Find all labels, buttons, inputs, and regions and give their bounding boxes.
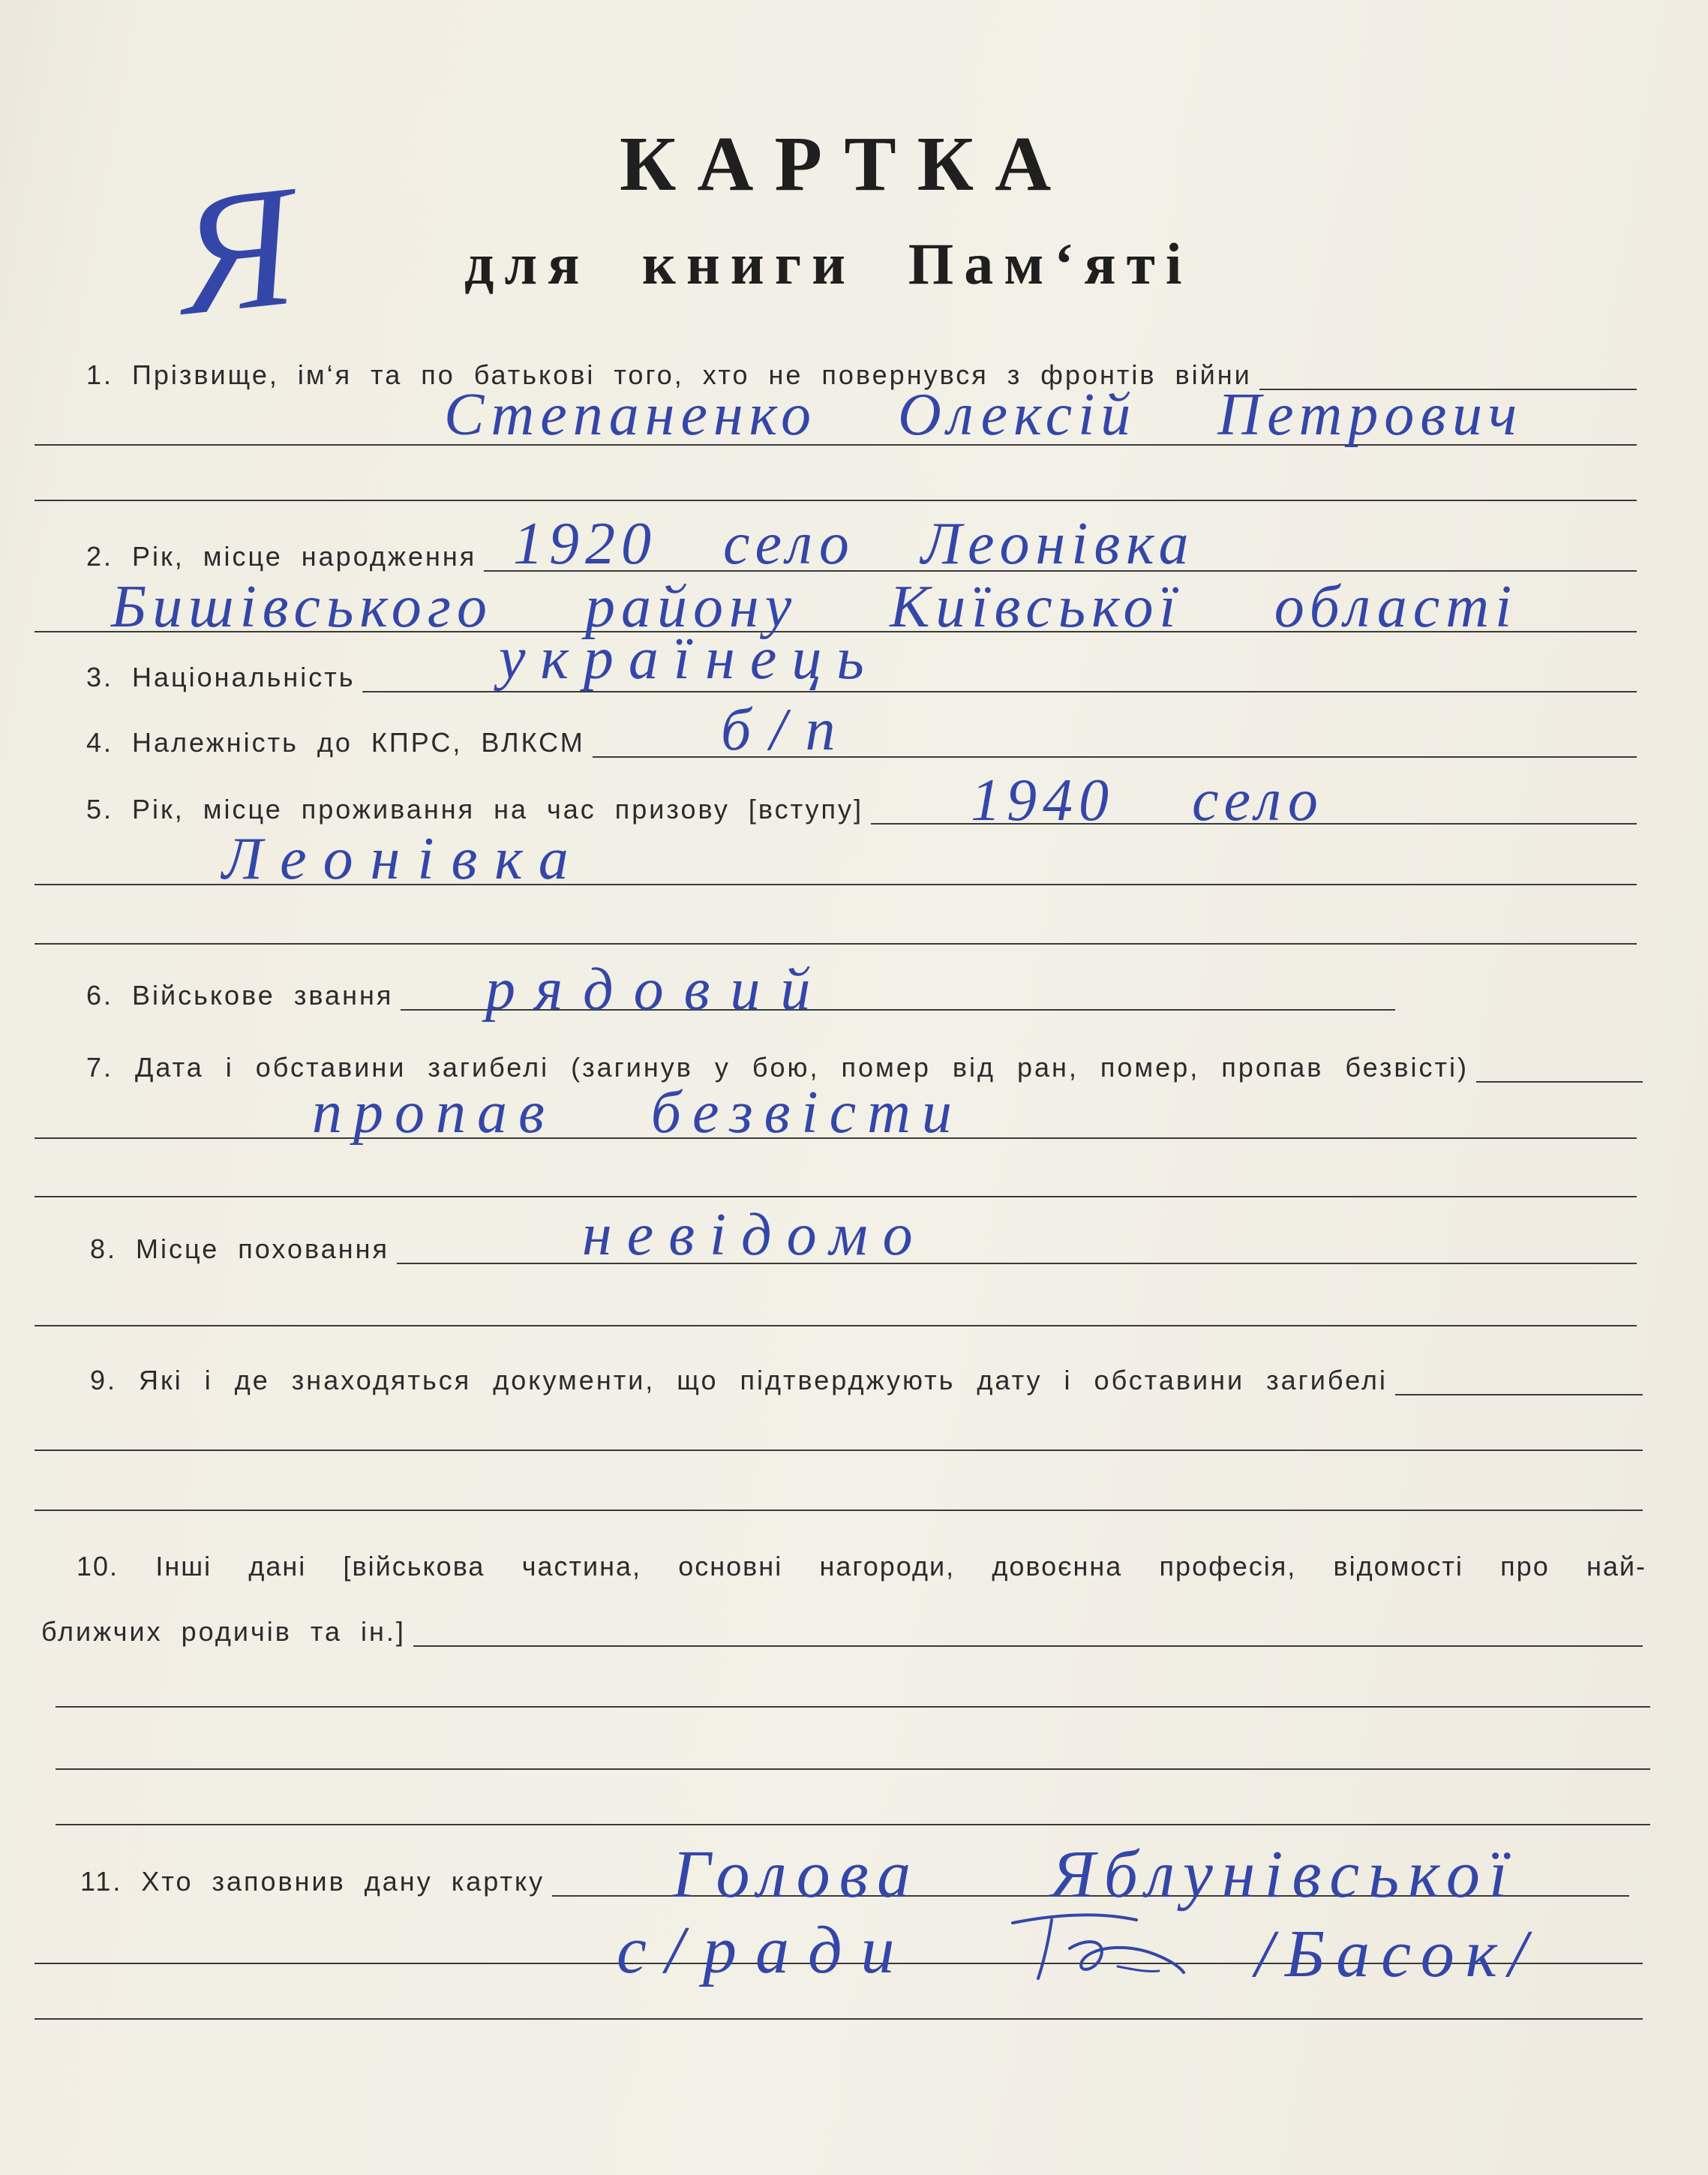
fill-line <box>56 1706 1650 1708</box>
field-label-10-line2: ближчих родичів та ін.] <box>41 1616 406 1647</box>
field-value-7: пропав безвісти <box>312 1080 963 1146</box>
field-label-9: 9. Які і де знаходяться документи, що підтверджують дату і обставини загибелі <box>90 1365 1388 1395</box>
fill-line <box>56 1824 1650 1825</box>
fill-line <box>35 1325 1637 1326</box>
field-value-5-line1: 1940 село <box>971 768 1324 834</box>
fill-line <box>1476 1054 1643 1083</box>
field-label-7: 7. Дата і обставини загибелі (загинув у бою, помер від ран, помер, пропав безвісті) <box>86 1052 1469 1083</box>
fill-line <box>35 500 1637 501</box>
field-label-6: 6. Військове звання <box>86 980 394 1011</box>
field-value-2-line2: Бишівського району Київської області <box>111 574 1518 640</box>
field-label-10-line1: 10. Інші дані [військова частина, основні нагороди, довоєнна професія, відомості про най- <box>77 1551 1646 1582</box>
field-value-6: рядовий <box>485 957 831 1023</box>
field-row-7 <box>86 1054 1643 1083</box>
field-label-11: 11. Хто заповнив дану картку <box>80 1866 545 1897</box>
field-value-11-surname: /Басок/ <box>1255 1917 1538 1991</box>
field-row-9 <box>90 1367 1643 1395</box>
field-value-3: українець <box>499 626 879 692</box>
fill-line <box>413 1618 1643 1647</box>
fill-line <box>56 1768 1650 1770</box>
field-label-5: 5. Рік, місце проживання на час призову [вступу] <box>86 794 863 825</box>
field-value-5-line2: Леонівка <box>222 826 586 892</box>
field-value-11-council: с/ради <box>617 1913 914 1987</box>
field-label-1: 1. Прізвище, ім‘я та по батькові того, хто не повернувся з фронтів війни <box>86 359 1252 390</box>
fill-line <box>35 1449 1643 1451</box>
field-label-8: 8. Місце поховання <box>90 1233 389 1264</box>
field-label-2: 2. Рік, місце народження <box>86 541 477 572</box>
field-value-8: невідомо <box>582 1202 928 1268</box>
fill-line <box>35 1196 1637 1197</box>
field-value-4: б/п <box>721 697 854 763</box>
fill-line <box>35 943 1637 945</box>
field-row-4 <box>86 729 1637 758</box>
fill-line <box>35 1510 1643 1511</box>
field-label-4: 4. Належність до КПРС, ВЛКСМ <box>86 727 585 758</box>
corner-mark: Я <box>170 149 304 352</box>
card-subtitle: для книги Пам‘яті <box>464 231 1193 296</box>
card-title: КАРТКА <box>620 121 1073 207</box>
fill-line <box>35 2018 1643 2020</box>
field-row-10 <box>41 1618 1643 1647</box>
fill-line <box>1395 1367 1643 1395</box>
field-value-11-line1: Голова Яблунівської <box>672 1837 1517 1912</box>
field-value-2-line1: 1920 село Леонівка <box>513 511 1195 577</box>
field-label-3: 3. Національність <box>86 662 356 692</box>
field-row-5 <box>86 796 1637 825</box>
signature <box>1005 1894 1193 1992</box>
field-value-1: Степаненко Олексій Петрович <box>444 382 1523 448</box>
